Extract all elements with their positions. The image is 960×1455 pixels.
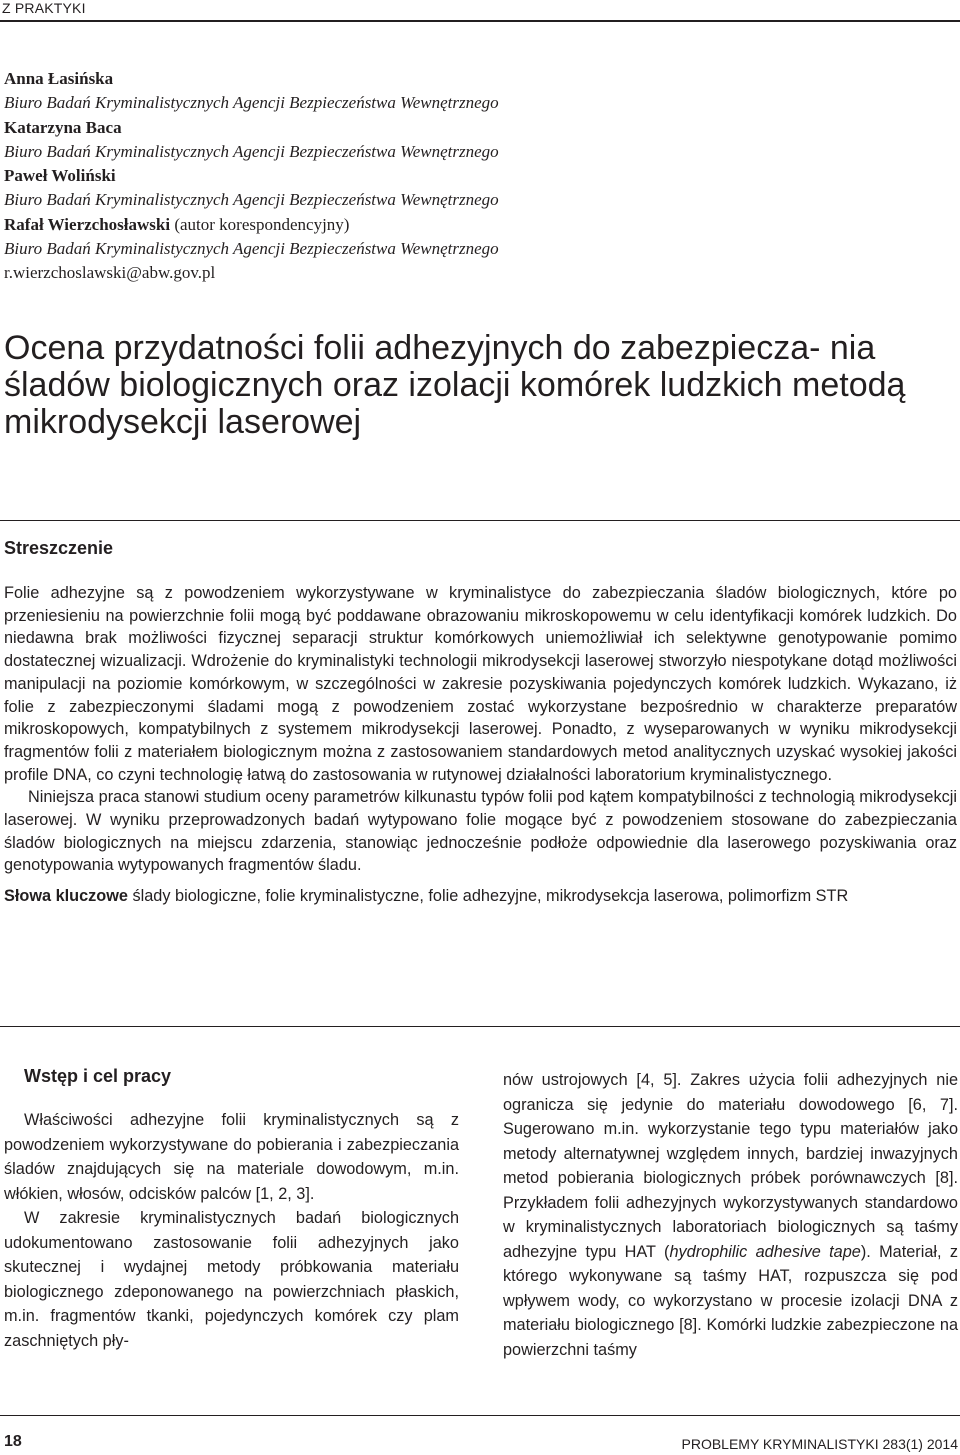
keywords [4,885,957,908]
body-text-run: nów ustrojowych [4, 5]. Zakres użycia folii adhezyjnych nie ogranicza się jedynie do materiału dowodowego [6, 7]. Sugerowano m.in. wykorzystanie tego typu materiałów jako metody alternatywnej względem innych, bardziej inwazyjnych metod pobierania biologicznych próbek porównawczych [8]. Przykładem folii adhezyjnych wykorzystywanych standardowo w kryminalistycznych laboratoriach biologicznych są taśmy adhezyjne typu HAT ( [503,1071,958,1261]
section-divider [0,1026,960,1027]
column-left [4,1066,459,1353]
keywords-label: Słowa kluczowe [4,887,128,906]
author-email[interactable]: r.wierzchoslawski@abw.gov.pl [4,263,216,283]
author-name: Paweł Woliński [4,166,116,186]
corresponding-author-note: (autor korespondencyjny) [170,214,350,234]
author-name: Katarzyna Baca [4,117,122,137]
italic-term: hydrophilic adhesive tape [669,1242,861,1261]
author-2 [4,116,764,165]
abstract-heading: Streszczenie [4,538,114,558]
article-title: Ocena przydatności folii adhezyjnych do zabezpiecza- nia śladów biologicznych oraz izolacji komórek ludzkich metodą mikrodysekcji laserowej [4,329,906,441]
footer-divider [0,1415,960,1416]
body-paragraph: W zakresie kryminalistycznych badań biologicznych udokumentowano zastosowanie folii adhezyjnych jako skutecznej i wydajnej metody próbkowania materiału biologicznego zdeponowanego na powierzchniach płaskich, m.in. fragmentów tkanki, pojedynczych komórek czy plam zaschniętych pły- [4,1209,459,1350]
author-name: Rafał Wierzchosławski [4,214,171,234]
abstract-body [4,582,957,908]
author-3 [4,164,764,213]
body-paragraph: Właściwości adhezyjne folii kryminalistycznych są z powodzeniem wykorzystywane do pobierania i zabezpieczania śladów znajdujących się na materiale dowodowym, m.in. włókien, włosów, odcisków palców [1, 2, 3]. [4,1111,459,1203]
author-affiliation: Biuro Badań Kryminalistycznych Agencji Bezpieczeństwa Wewnętrznego [4,141,499,161]
abstract-divider [0,520,960,521]
author-affiliation: Biuro Badań Kryminalistycznych Agencji Bezpieczeństwa Wewnętrznego [4,239,499,259]
author-affiliation: Biuro Badań Kryminalistycznych Agencji Bezpieczeństwa Wewnętrznego [4,190,499,210]
section-label: Z PRAKTYKI [2,0,86,16]
author-block [4,67,764,286]
intro-heading: Wstęp i cel pracy [24,1066,172,1086]
keywords-list: ślady biologiczne, folie kryminalistyczne, folie adhezyjne, mikrodysekcja laserowa, polimorfizm STR [127,887,849,906]
abstract-paragraph: Folie adhezyjne są z powodzeniem wykorzystywane w kryminalistyce do zabezpieczania śladów biologicznych, które po przeniesieniu na powierzchnie folii mogą być poddawane obrazowaniu mikroskopowemu w celu identyfikacji komórek ludzkich. Do niedawna brak możliwości fizycznej separacji struktur komórkowych uniemożliwiał ich selektywne genotypowanie pomimo dostatecznej wizualizacji. Wdrożenie do kryminalistyki technologii mikrodysekcji laserowej stworzyło niespotykane dotąd możliwości manipulacji na poziomie komórkowym, w szczególności w zakresie pozyskiwania pojedynczych komórek ludzkich. Wykazano, iż folie z zabezpieczonymi śladami mogą z powodzeniem zostać wykorzystane bezpośrednio w charakterze preparatów mikroskopowych, kompatybilnych z systemem mikrodysekcji laserowej. Ponadto, z wyseparowanych w wyniku mikrodysekcji fragmentów folii z materiałem biologicznym można z zastosowaniem standardowych metod analitycznych uzyskać wysokiej jakości profile DNA, co czyni technologię łatwą do zastosowania w rutynowej działalności laboratorium kryminalistycznego. [4,584,957,784]
author-4 [4,213,764,262]
author-affiliation: Biuro Badań Kryminalistycznych Agencji Bezpieczeństwa Wewnętrznego [4,93,499,113]
author-1 [4,67,764,116]
body-text-run: ). Materiał, z którego wykonywane są taśmy HAT, rozpuszcza się pod wpływem wody, co wykorzystano w procesie izolacji DNA z materiału biologicznego [8]. Komórki ludzkie zabezpieczone na powierzchni taśmy [503,1242,958,1359]
abstract-paragraph: Niniejsza praca stanowi studium oceny parametrów kilkunastu typów folii pod kątem kompatybilności z technologią mikrodysekcji laserowej. W wyniku przeprowadzonych badań wytypowano folie mogące być z powodzeniem stosowane do zabezpieczania śladów biologicznych na miejscu zdarzenia, stanowiąc jednocześnie podłoże odpowiednie dla laserowego pozyskiwania oraz genotypowania wytypowanych fragmentów śladu. [4,788,957,875]
author-name: Anna Łasińska [4,69,114,88]
top-divider [0,20,960,22]
page-number: 18 [4,1433,22,1450]
column-right [503,1068,958,1362]
journal-name: PROBLEMY KRYMINALISTYKI 283(1) 2014 [681,1436,958,1452]
body-paragraph [503,1068,958,1362]
